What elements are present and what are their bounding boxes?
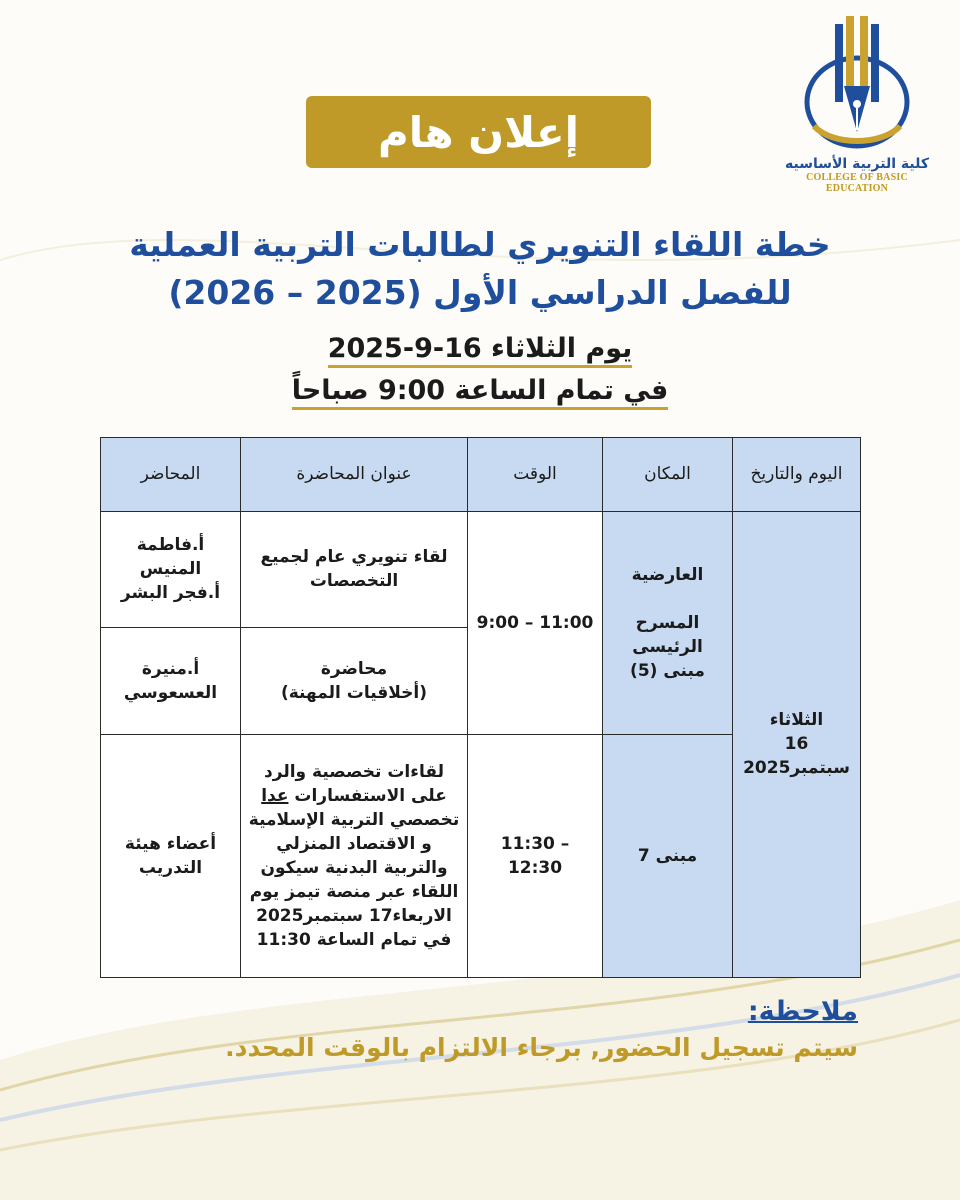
college-name-arabic: كلية التربية الأساسيه [785, 156, 929, 172]
college-name-english: COLLEGE OF BASIC EDUCATION [806, 172, 908, 194]
header-time: الوقت [468, 438, 603, 512]
day-cell [733, 511, 861, 977]
note-heading: ملاحظة: [747, 996, 858, 1027]
lecture-cell [241, 628, 468, 735]
table-row [101, 511, 861, 627]
lecturer-cell [101, 511, 241, 627]
important-announcement-banner: إعلان هام [306, 96, 651, 168]
lecture-line: (أخلاقيات المهنة) [280, 683, 428, 704]
time-range-2: 11:30 – 12:30 [500, 834, 570, 879]
day-date: 16 سبتمبر2025 [743, 734, 850, 779]
place-building: مبنى (5) [630, 661, 705, 682]
lecturer-cell: أعضاء هيئة التدريب [101, 735, 241, 978]
header-lecture-title: عنوان المحاضرة [241, 438, 468, 512]
lecture-line: محاضرة [320, 659, 388, 680]
header-place: المكان [603, 438, 733, 512]
day-name: الثلاثاء [769, 710, 824, 731]
college-logo [782, 14, 932, 194]
pen-nib-emblem-icon [802, 14, 912, 154]
place-cell-2: مبنى 7 [603, 735, 733, 978]
lecture-text-part1: لقاءات تخصصية والرد على الاستفسارات [264, 762, 447, 807]
place-hall: المسرح الرئيسى [632, 613, 703, 658]
lecture-cell: لقاء تنويري عام لجميع التخصصات [241, 511, 468, 627]
meeting-date [60, 330, 900, 368]
place-area: العارضية [631, 565, 704, 586]
time-cell-1 [468, 511, 603, 734]
place-cell-1 [603, 511, 733, 734]
time-cell-2 [468, 735, 603, 978]
header-day-date: اليوم والتاريخ [733, 438, 861, 512]
lecturer-name: أ.فجر البشر [120, 583, 221, 604]
table-header-row [101, 438, 861, 512]
meeting-time-text: في تمام الساعة 9:00 صباحاً [292, 375, 669, 410]
header-lecturer: المحاضر [101, 438, 241, 512]
lecture-text-part2: تخصصي التربية الإسلامية و الاقتصاد المنزلي والتربية البدنية سيكون اللقاء عبر منصة تيمز يوم الاربعاء17 سبتمبر2025 في تمام الساعة 11:30 [248, 810, 460, 951]
plan-title-line2: للفصل الدراسي الأول (2025 – 2026) [168, 273, 792, 312]
plan-title-line1: خطة اللقاء التنويري لطالبات التربية العملية [129, 225, 831, 264]
meeting-date-text: يوم الثلاثاء 16-9-2025 [328, 333, 633, 368]
lecturer-cell: أ.منيرة العسعوسي [101, 628, 241, 735]
lecturer-name: أ.فاطمة المنيس [136, 535, 205, 580]
lecture-except-word: عدا [261, 786, 289, 807]
meeting-time [60, 372, 900, 410]
note-body: سيتم تسجيل الحضور, برجاء الالتزام بالوقت المحدد. [225, 1033, 858, 1062]
lecture-cell [241, 735, 468, 978]
schedule-table [100, 437, 861, 978]
time-range-1: 9:00 – 11:00 [476, 613, 594, 634]
